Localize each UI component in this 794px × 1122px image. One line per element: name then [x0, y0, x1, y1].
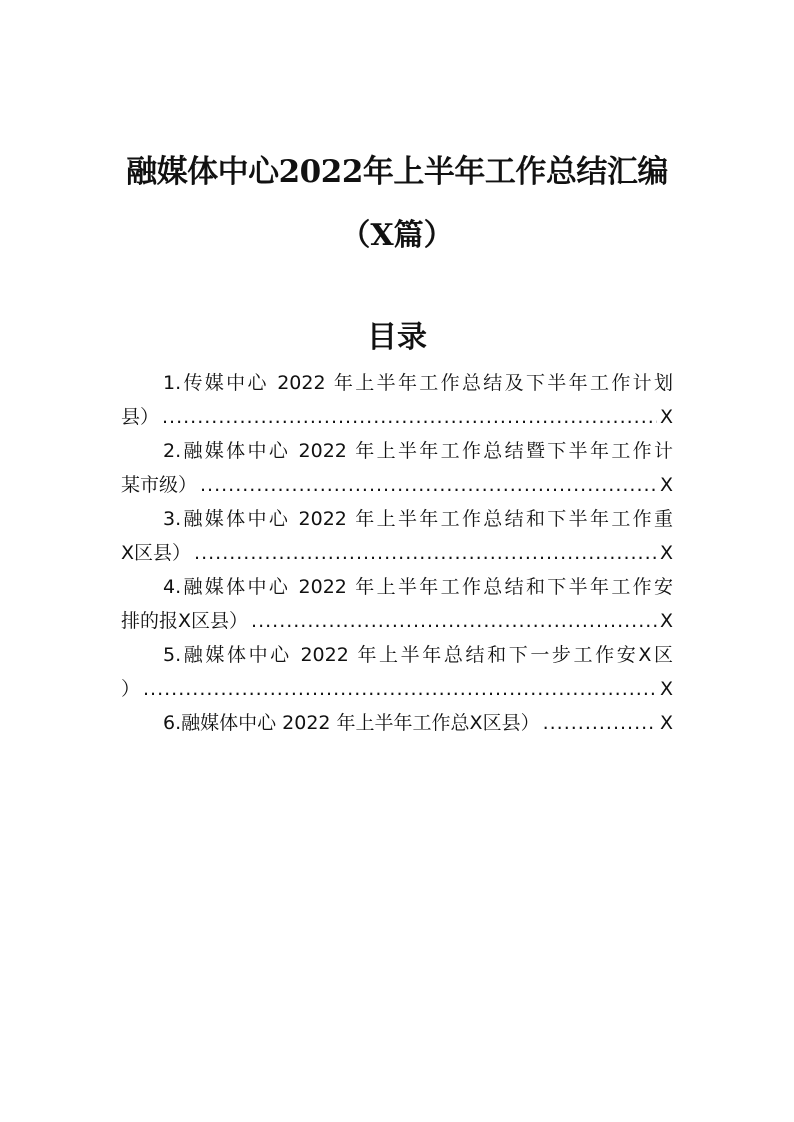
toc-page-number: X — [659, 610, 673, 632]
toc-page-number: X — [659, 542, 673, 564]
toc-page-number: X — [659, 678, 673, 700]
toc-entry-2[interactable] — [121, 434, 673, 502]
toc-entry-title-cont: 排的报X区县） — [121, 610, 249, 632]
toc-leader-dots — [162, 400, 657, 434]
toc-entry-title-cont: X区县） — [121, 542, 192, 564]
toc-heading: 目录 — [367, 320, 427, 355]
toc-leader-dots — [143, 672, 657, 706]
toc-entry-title: 3.融媒体中心 2022 年上半年工作总结和下半年工作重 — [163, 508, 673, 530]
toc-leader-dots — [543, 706, 657, 740]
toc-entry-title: 6.融媒体中心 2022 年上半年工作总X区县） — [163, 712, 540, 734]
toc-entry-title: 2.融媒体中心 2022 年上半年工作总结暨下半年工作计 — [163, 440, 673, 462]
toc-leader-dots — [194, 536, 657, 570]
toc-page-number: X — [659, 474, 673, 496]
toc-leader-dots — [200, 468, 657, 502]
toc-entry-title: 4.融媒体中心 2022 年上半年工作总结和下半年工作安 — [163, 576, 673, 598]
toc-entry-3[interactable] — [121, 502, 673, 570]
toc-entry-6[interactable] — [121, 706, 673, 740]
toc-entry-title-cont: 某市级） — [121, 474, 198, 496]
toc-entry-title-cont: 县） — [121, 406, 160, 428]
toc-entry-title: 5.融媒体中心 2022 年上半年总结和下一步工作安X区 — [163, 644, 673, 666]
toc-entry-4[interactable] — [121, 570, 673, 638]
toc-entry-5[interactable] — [121, 638, 673, 706]
toc-entry-title: 1.传媒中心 2022 年上半年工作总结及下半年工作计划 — [163, 372, 673, 394]
toc-leader-dots — [251, 604, 657, 638]
toc-page-number: X — [659, 712, 673, 734]
table-of-contents — [121, 366, 673, 740]
toc-page-number: X — [659, 406, 673, 428]
document-subtitle: （X篇） — [340, 218, 454, 253]
document-title: 融媒体中心2022年上半年工作总结汇编 — [126, 154, 668, 190]
toc-entry-1[interactable] — [121, 366, 673, 434]
toc-entry-title-cont: ） — [121, 678, 141, 700]
